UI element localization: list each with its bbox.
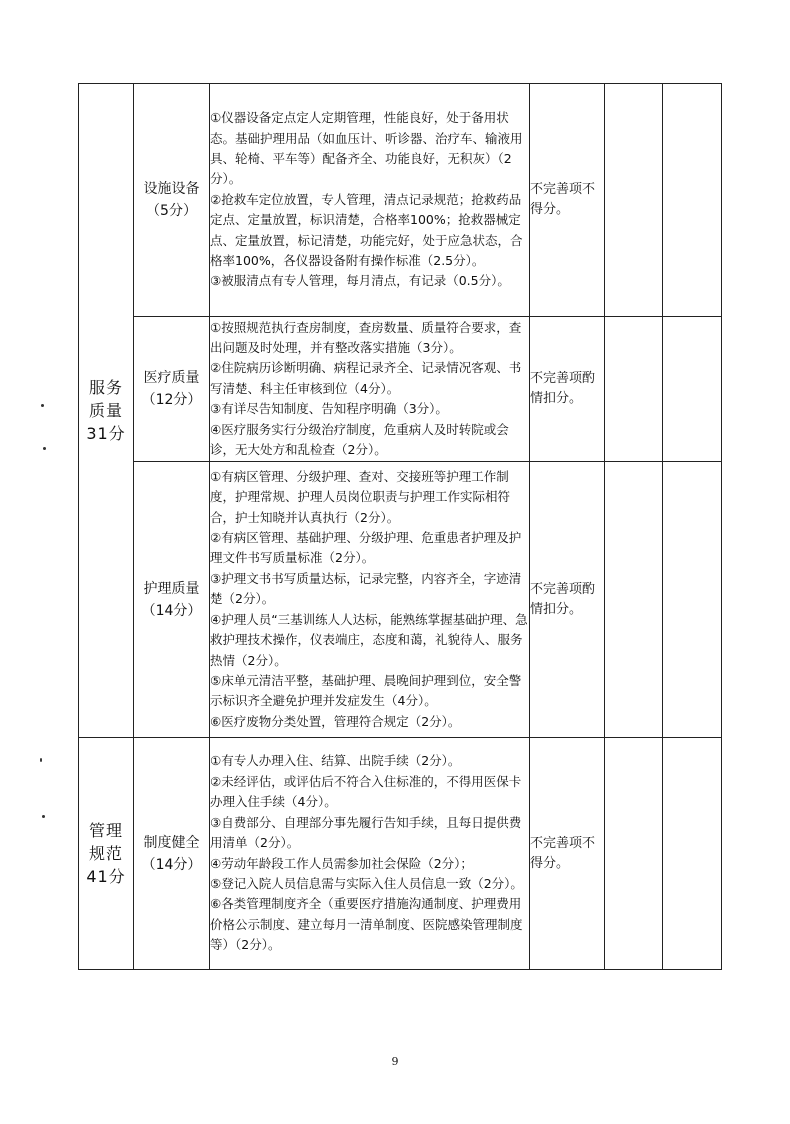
criterion: ①有专人办理入住、结算、出院手续（2分）。 xyxy=(210,753,461,769)
criterion: ⑤床单元清洁平整，基础护理、晨晚间护理到位，安全警示标识齐全避免护理并发症发生（4分）。 xyxy=(210,672,522,709)
criterion: ②有病区管理、基础护理、分级护理、危重患者护理及护理文件书写质量标准（2分）。 xyxy=(210,530,522,566)
item-points: （12分） xyxy=(141,392,202,408)
empty-cell xyxy=(605,84,663,317)
criterion: ③有详尽告知制度、告知程序明确（3分）。 xyxy=(210,401,448,417)
item-points: （14分） xyxy=(141,602,202,619)
category-line: 服务 xyxy=(88,378,123,397)
table-row xyxy=(79,84,722,317)
deduction-cell: 不完善项不得分。 xyxy=(530,84,605,317)
category-line: 规范 xyxy=(88,844,123,863)
empty-cell xyxy=(605,317,663,462)
deduction-cell: 不完善项不得分。 xyxy=(530,738,605,970)
category-line: 31分 xyxy=(86,424,126,443)
category-line: 质量 xyxy=(88,401,123,420)
criteria-cell xyxy=(210,738,530,970)
category-line: 管理 xyxy=(88,821,123,840)
criterion: ①仪器设备定点定人定期管理，性能良好，处于备用状态。基础护理用品（如血压计、听诊器、治疗车、输液用具、轮椅、平车等）配备齐全、功能良好，无积灰）（2分）。 xyxy=(210,110,523,187)
empty-cell xyxy=(605,738,663,970)
item-name: 医疗质量 xyxy=(143,370,200,386)
page-number: 9 xyxy=(391,1055,399,1068)
item-name: 制度健全 xyxy=(143,834,200,851)
item-points: （14分） xyxy=(141,856,202,873)
category-line: 41分 xyxy=(86,867,126,886)
criterion: ⑥各类管理制度齐全（重要医疗措施沟通制度、护理费用价格公示制度、建立每月一清单制度、医院感染管理制度等）（2分）。 xyxy=(210,896,523,953)
empty-cell xyxy=(663,317,722,462)
deduction-cell: 不完善项酌情扣分。 xyxy=(530,317,605,462)
criteria-cell xyxy=(210,84,530,317)
criterion: ④劳动年龄段工作人员需参加社会保险（2分）； xyxy=(210,855,473,871)
scan-speck xyxy=(42,815,45,818)
scan-speck xyxy=(40,758,42,762)
category-cell xyxy=(79,738,134,970)
table-row xyxy=(79,738,722,970)
criterion: ①按照规范执行查房制度，查房数量、质量符合要求，查出问题及时处理，并有整改落实措施（3分）。 xyxy=(210,319,522,355)
empty-cell xyxy=(663,84,722,317)
item-cell xyxy=(134,738,210,970)
scan-speck xyxy=(43,447,46,450)
table-row xyxy=(79,317,722,462)
item-cell xyxy=(134,462,210,738)
item-cell xyxy=(134,84,210,317)
item-points: （5分） xyxy=(146,203,197,219)
criterion: ①有病区管理、分级护理、查对、交接班等护理工作制度，护理常规、护理人员岗位职责与护理工作实际相符合，护士知晓并认真执行（2分）。 xyxy=(210,468,511,525)
criterion: ④医疗服务实行分级治疗制度，危重病人及时转院或会诊，无大处方和乱检查（2分）。 xyxy=(210,421,509,458)
criterion: ③自费部分、自理部分事先履行告知手续，且每日提供费用清单（2分）。 xyxy=(210,814,522,851)
criterion: ③被服清点有专人管理，每月清点，有记录（0.5分）。 xyxy=(210,273,510,289)
table-row xyxy=(79,462,722,738)
category-cell xyxy=(79,84,134,738)
item-name: 设施设备 xyxy=(143,181,200,197)
criteria-cell xyxy=(210,462,530,738)
criterion: ③护理文书书写质量达标，记录完整，内容齐全，字迹清楚（2分）。 xyxy=(210,570,522,607)
criterion: ⑤登记入院人员信息需与实际入住人员信息一致（2分）。 xyxy=(210,875,523,891)
scan-speck xyxy=(41,404,44,407)
criterion: ②住院病历诊断明确、病程记录齐全、记录情况客观、书写清楚、科主任审核到位（4分）。 xyxy=(210,360,522,396)
deduction-cell: 不完善项酌情扣分。 xyxy=(530,462,605,738)
criteria-cell xyxy=(210,317,530,462)
criterion: ②抢救车定位放置，专人管理，清点记录规范；抢救药品定点、定量放置，标识清楚，合格率100%；抢救器械定点、定量放置，标记清楚，功能完好，处于应急状态，合格率100%，各仪器设备附有操作标准（2.5分）。 xyxy=(210,191,523,269)
empty-cell xyxy=(663,738,722,970)
assessment-table xyxy=(78,83,722,970)
empty-cell xyxy=(605,462,663,738)
criterion: ②未经评估，或评估后不符合入住标准的，不得用医保卡办理入住手续（4分）。 xyxy=(210,773,522,810)
item-cell xyxy=(134,317,210,462)
criterion: ⑥医疗废物分类处置，管理符合规定（2分）。 xyxy=(210,713,461,729)
criterion: ④护理人员“三基训练人人达标，能熟练掌握基础护理、急救护理技术操作，仪表端庄，态度和蔼，礼貌待人、服务热情（2分）。 xyxy=(210,611,528,668)
item-name: 护理质量 xyxy=(143,580,200,597)
empty-cell xyxy=(663,462,722,738)
